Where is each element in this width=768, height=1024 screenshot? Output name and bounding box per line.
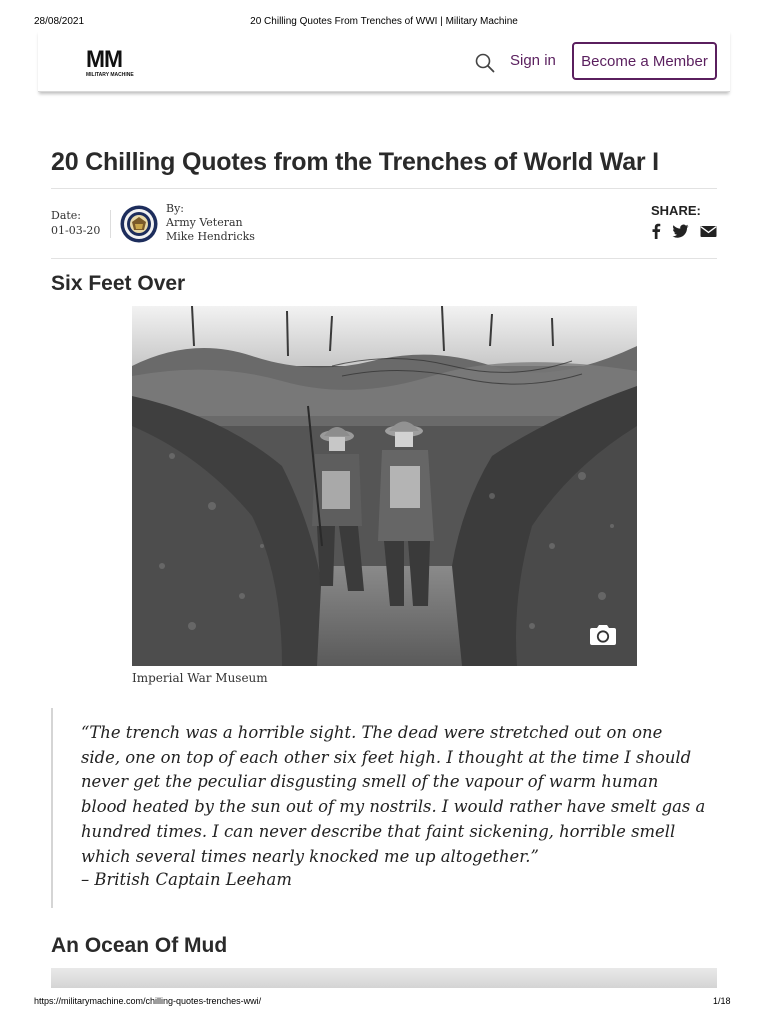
email-icon[interactable] [700,223,717,239]
print-date: 28/08/2021 [34,16,85,27]
twitter-icon[interactable] [672,223,689,239]
publish-date: 01-03-20 [51,224,101,237]
section-heading: Six Feet Over [51,272,186,295]
print-header [0,16,768,30]
quote-text: “The trench was a horrible sight. The dead were stretched out on one side, one on top of each other six feet high. I thought at the time I should never get the peculiar disgusting smell of the vapour of warm human blood heated by the sun out of my nostrils. I would rather have smelt gas a hundred times. I can never describe that faint sickening, horrible smell which several times nearly knocked me up altogether.” [81,723,706,866]
meta-divider [110,210,111,238]
divider [51,188,717,189]
logo-mark: MM [86,46,123,73]
site-header [38,30,730,92]
trench-photo-art [132,306,637,666]
facebook-icon[interactable] [651,223,661,239]
photo-caption: Imperial War Museum [132,671,268,685]
author-role: Army Veteran [166,216,243,229]
divider [51,258,717,259]
author-avatar[interactable] [120,205,158,243]
camera-icon[interactable] [588,623,618,647]
author-name[interactable]: Mike Hendricks [166,230,255,243]
sign-in-link[interactable]: Sign in [510,52,556,69]
mud-photo[interactable] [51,968,717,988]
print-title: 20 Chilling Quotes From Trenches of WWI | Military Machine [250,16,518,27]
section-heading: An Ocean Of Mud [51,934,228,957]
quote-attribution: – British Captain Leeham [81,870,292,889]
become-member-button[interactable]: Become a Member [572,42,717,80]
print-url: https://militarymachine.com/chilling-quotes-trenches-wwi/ [34,996,262,1006]
blockquote [51,708,717,908]
page-number: 1/18 [713,996,731,1006]
by-label: By: [166,202,185,215]
logo-subtitle: MILITARY MACHINE [86,72,134,78]
date-label: Date: [51,209,82,222]
site-logo[interactable] [86,46,134,80]
article-title: 20 Chilling Quotes from the Trenches of World War I [51,148,659,176]
share-label: SHARE: [651,203,701,218]
search-icon[interactable] [474,52,496,74]
trench-photo[interactable] [132,306,637,666]
